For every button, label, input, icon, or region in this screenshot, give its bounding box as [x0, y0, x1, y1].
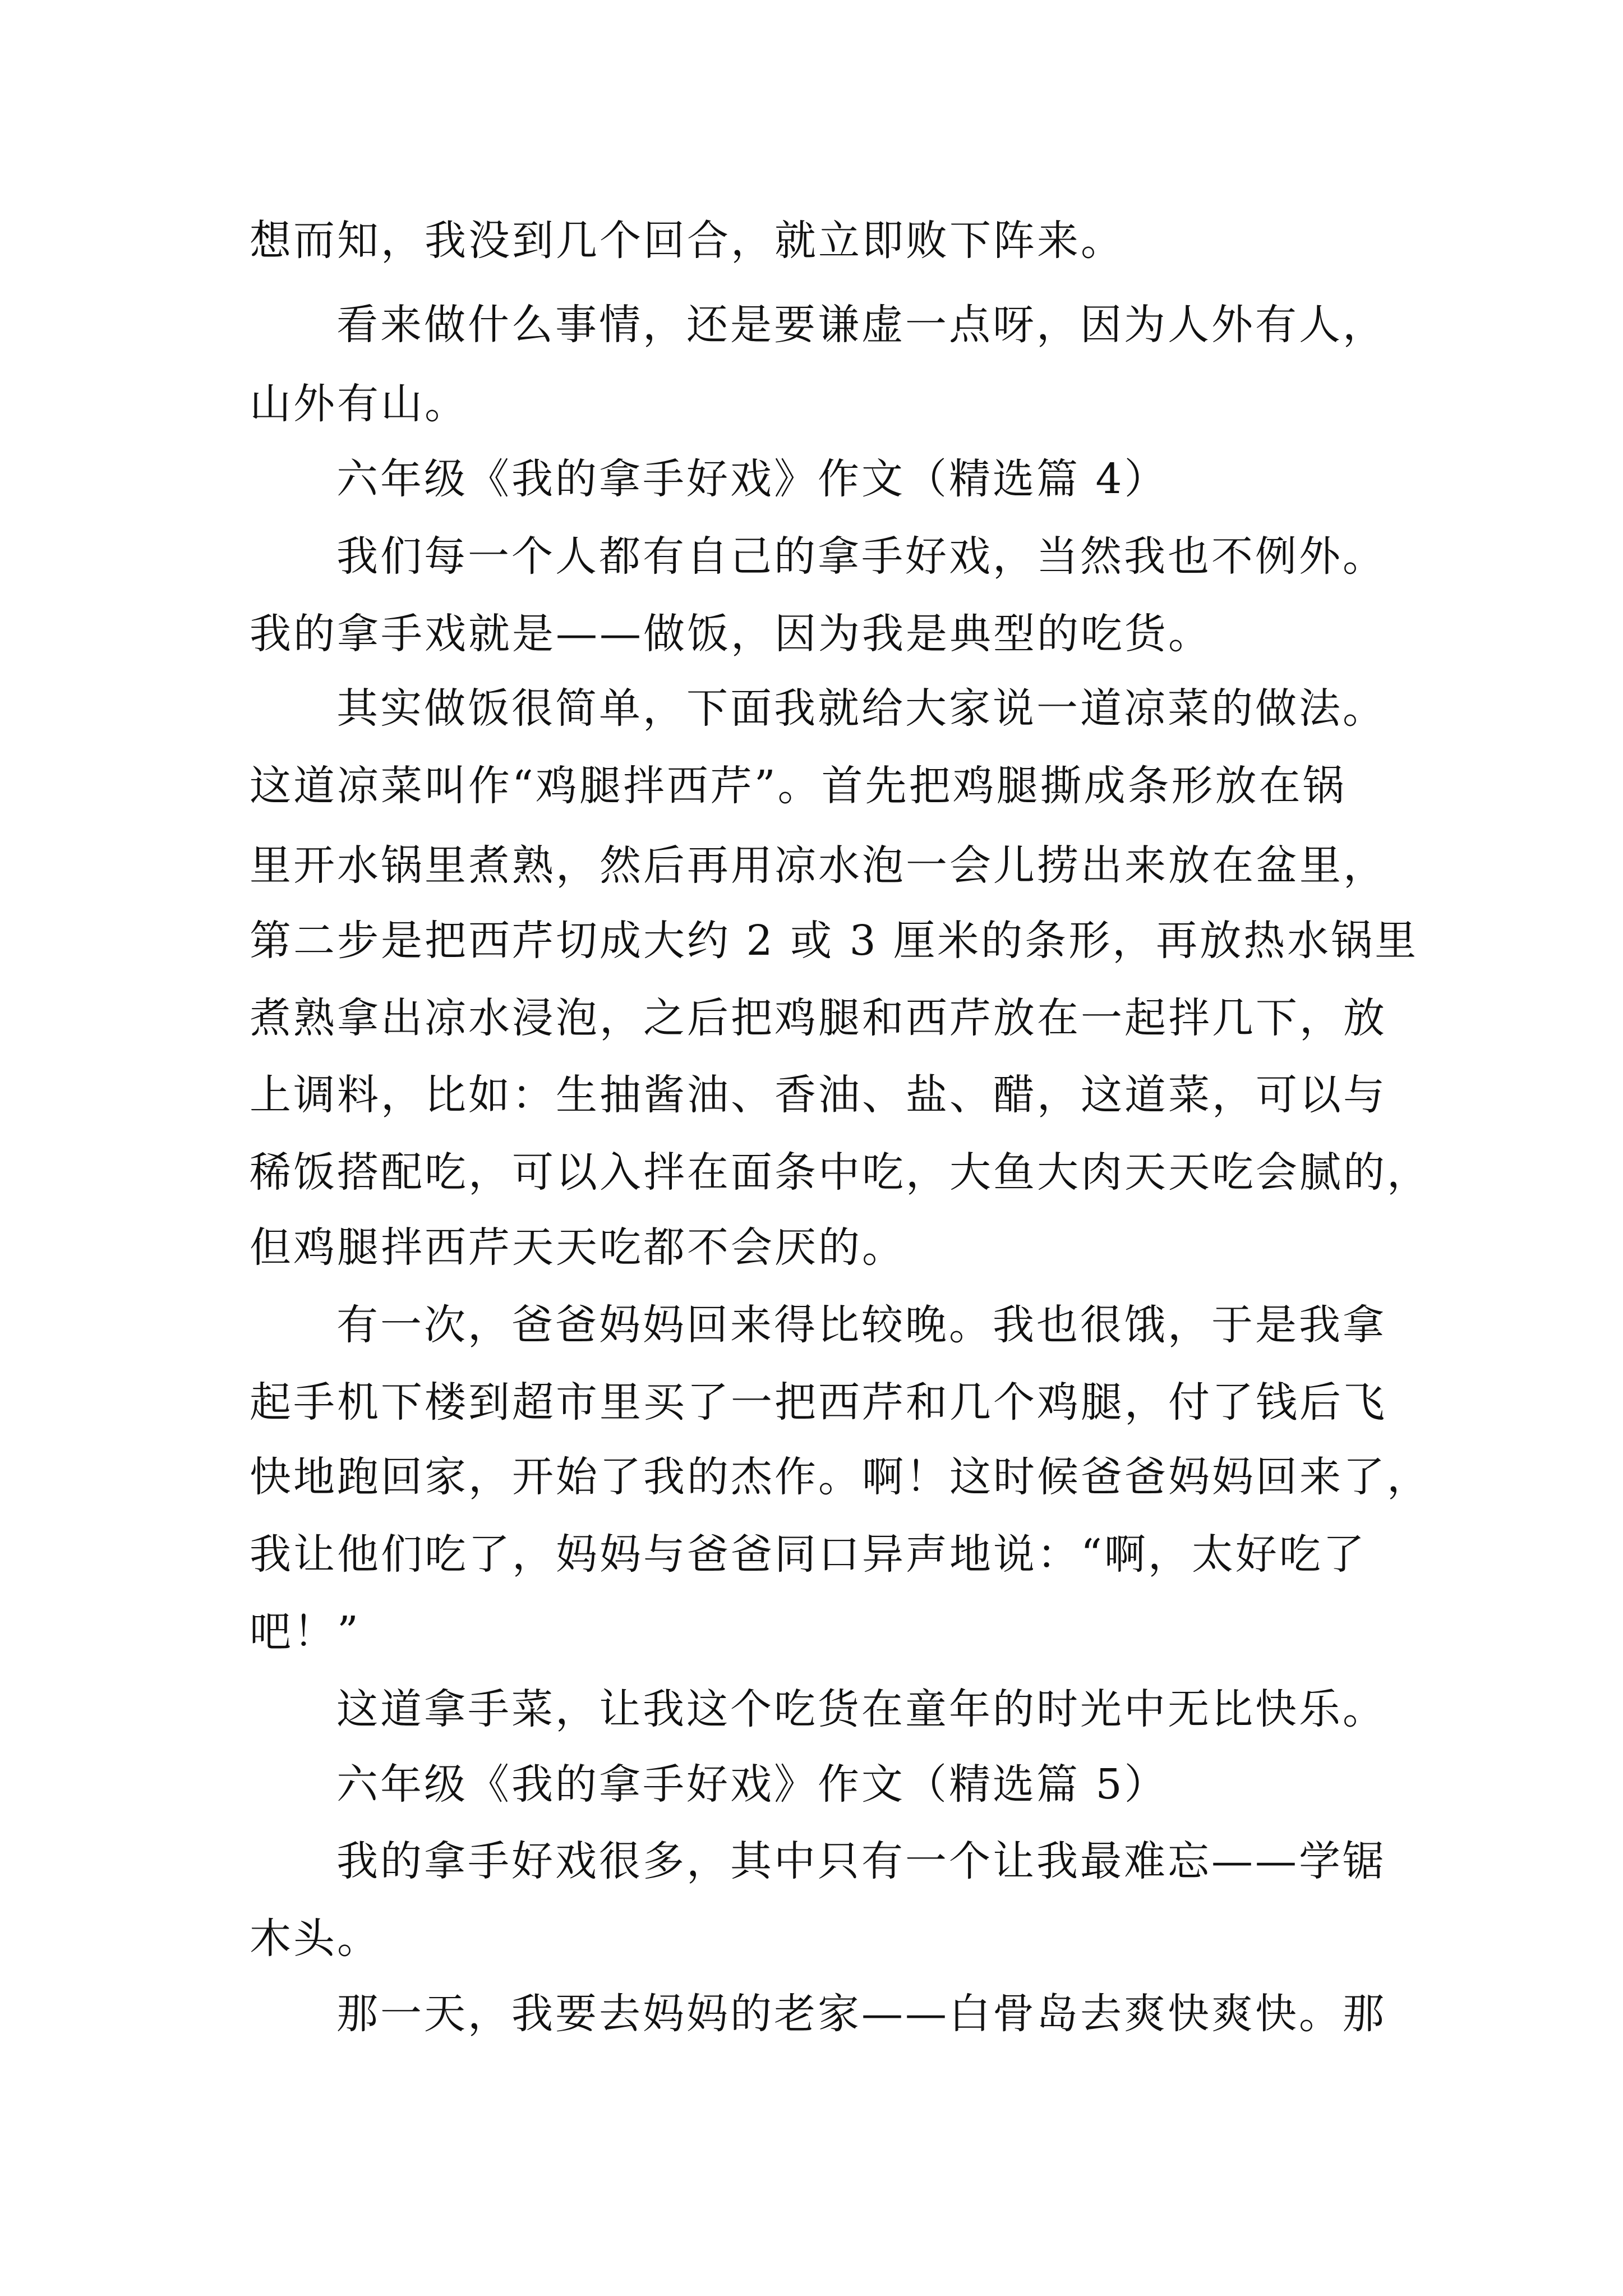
section-heading: 六年级《我的拿手好戏》作文（精选篇 5）	[336, 1760, 1168, 1809]
paragraph-first-line: 这道拿手菜，让我这个吃货在童年的时光中无比快乐。	[336, 1685, 1386, 1733]
text-line: 稀饭搭配吃，可以入拌在面条中吃，大鱼大肉天天吃会腻的，	[250, 1148, 1431, 1197]
section-heading: 六年级《我的拿手好戏》作文（精选篇 4）	[336, 455, 1168, 503]
text-line: 吧！”	[250, 1608, 361, 1656]
text-line: 山外有山。	[250, 380, 468, 428]
paragraph-first-line: 我们每一个人都有自己的拿手好戏，当然我也不例外。	[336, 532, 1386, 581]
text-line: 第二步是把西芹切成大约 2 或 3 厘米的条形，再放热水锅里	[250, 917, 1419, 965]
paragraph-first-line: 其实做饭很简单，下面我就给大家说一道凉菜的做法。	[336, 684, 1386, 733]
text-line: 想而知，我没到几个回合，就立即败下阵来。	[250, 217, 1124, 265]
paragraph-first-line: 那一天，我要去妈妈的老家——白骨岛去爽快爽快。那	[336, 1990, 1386, 2038]
text-line: 我让他们吃了，妈妈与爸爸同口异声地说：“啊，太好吃了	[250, 1530, 1367, 1579]
paragraph-first-line: 有一次，爸爸妈妈回来得比较晚。我也很饿，于是我拿	[336, 1301, 1386, 1349]
paragraph-first-line: 看来做什么事情，还是要谦虚一点呀，因为人外有人，	[336, 301, 1386, 349]
text-line: 煮熟拿出凉水浸泡，之后把鸡腿和西芹放在一起拌几下，放	[250, 994, 1387, 1042]
text-line: 这道凉菜叫作“鸡腿拌西芹”。首先把鸡腿撕成条形放在锅	[250, 762, 1347, 810]
paragraph-first-line: 我的拿手好戏很多，其中只有一个让我最难忘——学锯	[336, 1837, 1386, 1885]
text-line: 木头。	[250, 1915, 381, 1963]
text-line: 但鸡腿拌西芹天天吃都不会厌的。	[250, 1223, 906, 1272]
text-line: 起手机下楼到超市里买了一把西芹和几个鸡腿，付了钱后飞	[250, 1378, 1387, 1427]
text-line: 我的拿手戏就是——做饭，因为我是典型的吃货。	[250, 610, 1212, 658]
text-line: 里开水锅里煮熟，然后再用凉水泡一会儿捞出来放在盆里，	[250, 841, 1387, 890]
text-line: 上调料，比如：生抽酱油、香油、盐、醋，这道菜，可以与	[250, 1071, 1387, 1119]
text-line: 快地跑回家，开始了我的杰作。啊！这时候爸爸妈妈回来了，	[250, 1453, 1431, 1501]
